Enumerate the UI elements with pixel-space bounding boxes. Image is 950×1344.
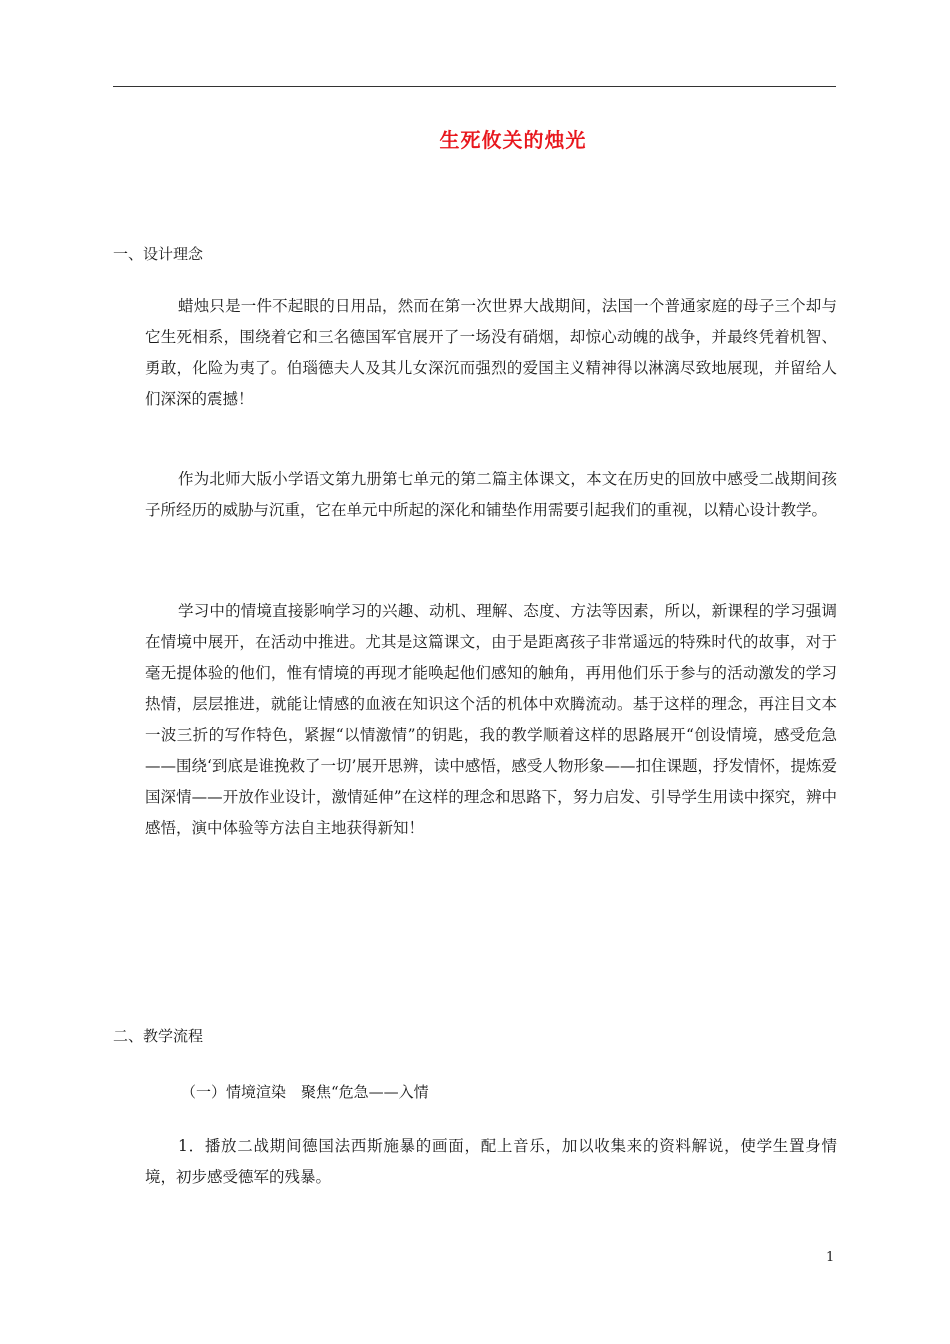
page-number: 1 <box>826 1250 835 1265</box>
paragraph: 作为北师大版小学语文第九册第七单元的第二篇主体课文，本文在历史的回放中感受二战期间孩子所经历的威胁与沉重，它在单元中所起的深化和铺垫作用需要引起我们的重视，以精心设计教学。 <box>145 470 837 519</box>
document-title: 生死攸关的烛光 <box>439 128 587 152</box>
paragraph: 1．播放二战期间德国法西斯施暴的画面，配上音乐，加以收集来的资料解说，使学生置身情境，初步感受德军的残暴。 <box>145 1137 837 1186</box>
sub-heading: （一）情境渲染 聚焦“危急——入情 <box>181 1083 429 1101</box>
paragraph: 学习中的情境直接影响学习的兴趣、动机、理解、态度、方法等因素，所以，新课程的学习强调在情境中展开，在活动中推进。尤其是这篇课文，由于是距离孩子非常遥远的特殊时代的故事，对于毫无提体验的他们，惟有情境的再现才能唤起他们感知的触角，再用他们乐于参与的活动激发的学习热情，层层推进，就能让情感的血液在知识这个活的机体中欢腾流动。基于这样的理念，再注目文本一波三折的写作特色，紧握“以情激情”的钥匙，我的教学顺着这样的思路展开“创设情境，感受危急——围绕‘到底是谁挽救了一切’展开思辨，读中感悟，感受人物形象——扣住课题，抒发情怀，提炼爱国深情——开放作业设计，激情延伸”在这样的理念和思路下，努力启发、引导学生用读中探究，辨中感悟，演中体验等方法自主地获得新知！ <box>145 602 837 837</box>
section-heading-teaching-process: 二、教学流程 <box>113 1027 204 1045</box>
header-rule <box>113 86 836 87</box>
paragraph: 蜡烛只是一件不起眼的日用品，然而在第一次世界大战期间，法国一个普通家庭的母子三个却与它生死相系，围绕着它和三名德国军官展开了一场没有硝烟，却惊心动魄的战争，并最终凭着机智、勇敢，化险为夷了。伯瑙德夫人及其儿女深沉而强烈的爱国主义精神得以淋漓尽致地展现，并留给人们深深的震撼！ <box>145 297 837 408</box>
section-heading-design-concept: 一、设计理念 <box>113 245 204 263</box>
